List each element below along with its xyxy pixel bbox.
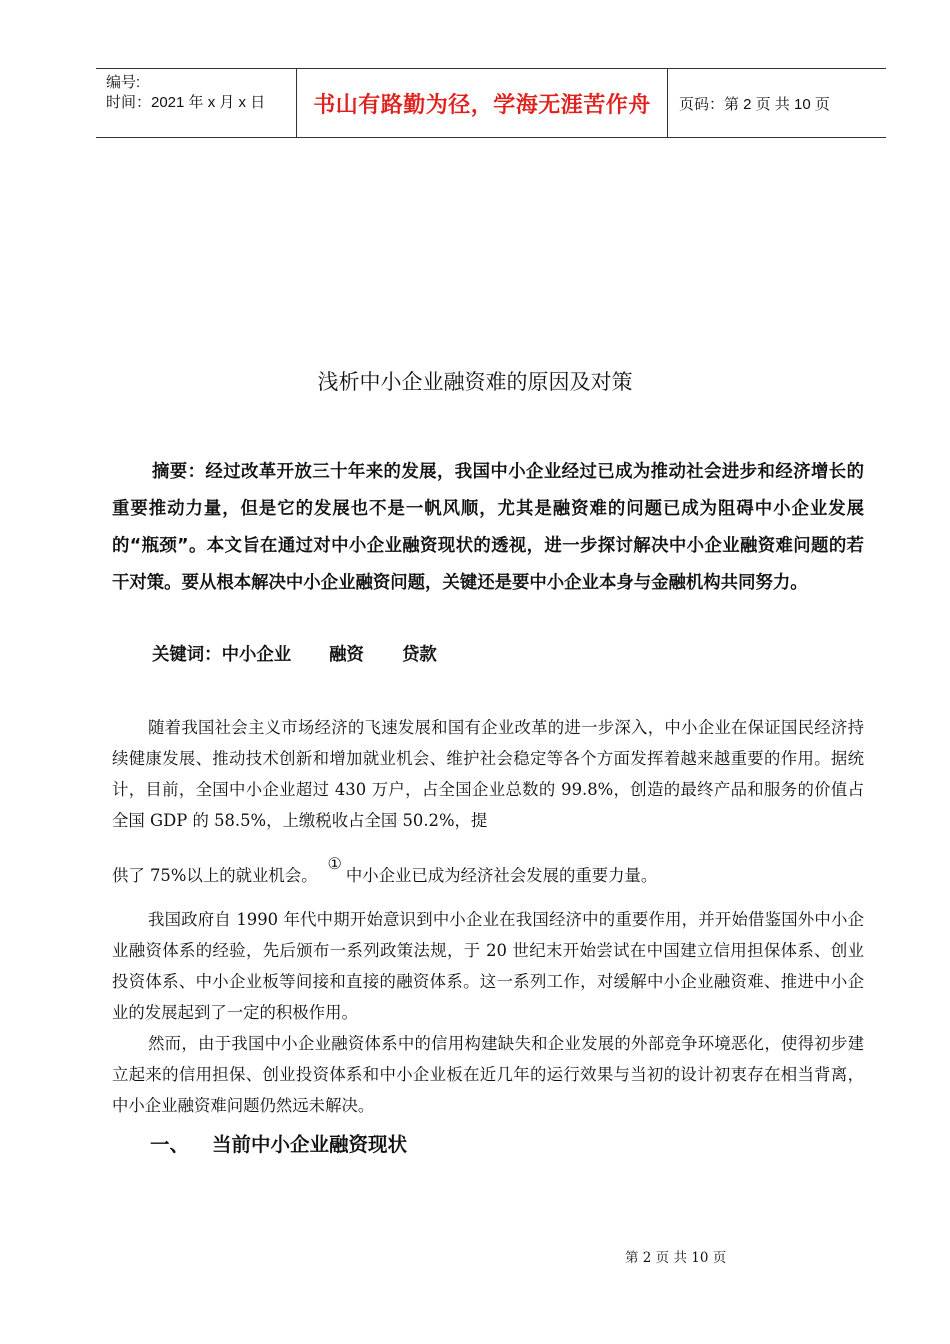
abstract-paragraph: 摘要：经过改革开放三十年来的发展，我国中小企业经过已成为推动社会进步和经济增长的重要推动力量，但是它的发展也不是一帆风顺，尤其是融资难的问题已成为阻碍中小企业发展的“瓶颈”。本文旨在通过对中小企业融资现状的透视，进一步探讨解决中小企业融资难问题的若干对策。要从根本解决中小企业融资问题，关键还是要中小企业本身与金融机构共同努力。 bbox=[112, 462, 864, 593]
body-paragraph-3: 然而，由于我国中小企业融资体系中的信用构建缺失和企业发展的外部竞争环境恶化，使得初步建立起来的信用担保、创业投资体系和中小企业板在近几年的运行效果与当初的设计初衷存在相当背离，中小企业融资难问题仍然远未解决。 bbox=[112, 1034, 864, 1115]
header-page-number: 页码：第 2 页 共 10 页 bbox=[679, 96, 830, 113]
keyword-item: 中小企业 bbox=[221, 645, 292, 665]
keyword-item: 贷款 bbox=[401, 645, 437, 665]
footnote-marker[interactable]: ① bbox=[327, 854, 342, 873]
paragraph-1-tail: 中小企业已成为经济社会发展的重要力量。 bbox=[345, 866, 658, 885]
body-paragraph-2: 我国政府自 1990 年代中期开始意识到中小企业在我国经济中的重要作用，并开始借鉴国外中小企业融资体系的经验，先后颁布一系列政策法规，于 20 世纪末开始尝试在中国建立信用担保体系、创业投资体系、中小企业板等间接和直接的融资体系。这一系列工作，对缓解中小企业融资难、推进中小企业的发展起到了一定的积极作用。 bbox=[112, 910, 864, 1022]
header-motto: 书山有路勤为径，学海无涯苦作舟 bbox=[313, 92, 651, 118]
section-heading bbox=[150, 1129, 407, 1157]
section-number: 一、 bbox=[150, 1133, 190, 1156]
document-number-label: 编号: bbox=[106, 74, 141, 91]
header-motto-cell bbox=[296, 69, 668, 137]
section-title: 当前中小企业融资现状 bbox=[212, 1133, 408, 1156]
keyword-item: 融资 bbox=[329, 645, 364, 665]
document-date-label: 时间：2021 年 x 月 x 日 bbox=[106, 94, 266, 111]
page-footer-number: 第 2 页 共 10 页 bbox=[625, 1250, 727, 1266]
paragraph-1-continuation: 供了 75%以上的就业机会。 bbox=[112, 866, 318, 885]
keywords-label: 关键词： bbox=[152, 645, 222, 665]
page-header bbox=[96, 68, 886, 138]
header-info-cell bbox=[96, 69, 296, 137]
body-paragraph-1: 随着我国社会主义市场经济的飞速发展和国有企业改革的进一步深入，中小企业在保证国民经济持续健康发展、推动技术创新和增加就业机会、维护社会稳定等各个方面发挥着越来越重要的作用。据统计，目前，全国中小企业超过 430 万户，占全国企业总数的 99.8%，创造的最终产品和服务的价值占全国 GDP 的 58.5%，上缴税收占全国 50.2%，提 bbox=[112, 718, 864, 830]
header-page-cell bbox=[667, 69, 886, 137]
body-paragraph-1-continued bbox=[112, 854, 864, 891]
keywords-line bbox=[152, 640, 475, 665]
document-title: 浅析中小企业融资难的原因及对策 bbox=[317, 370, 633, 394]
